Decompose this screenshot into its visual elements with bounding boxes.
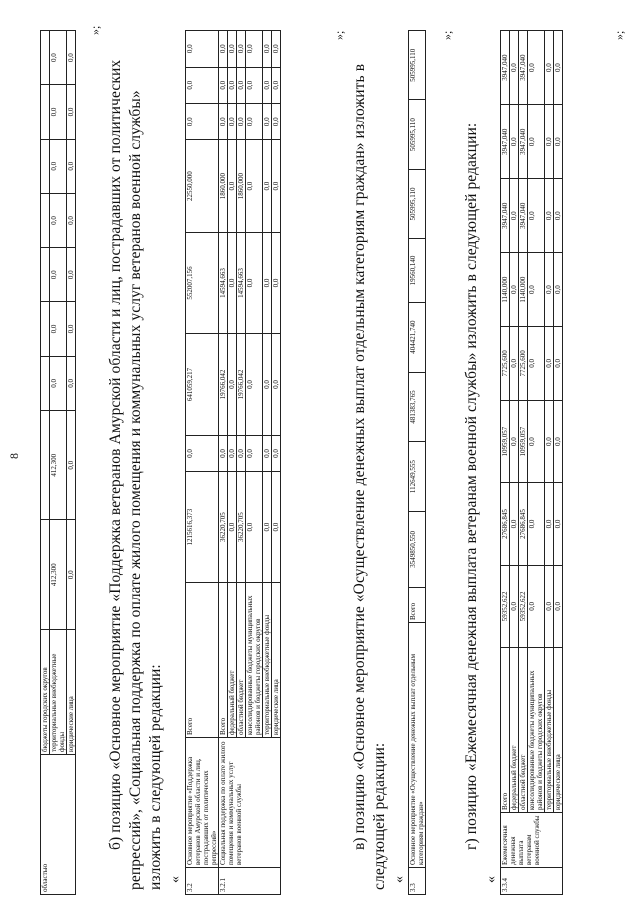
table-row <box>409 31 426 895</box>
value-cell: 0,0 <box>528 400 545 482</box>
source-label: территориальные внебюджетные фонды <box>50 630 67 755</box>
value-cell: 404421,740 <box>409 302 426 372</box>
value-cell: 1140,000 <box>501 253 510 326</box>
value-cell: 0,0 <box>228 31 237 68</box>
source-label: Всего <box>186 583 219 738</box>
value-cell: 3947,040 <box>519 179 528 253</box>
value-cell: 0,0 <box>272 472 281 583</box>
value-cell: 3947,040 <box>519 31 528 105</box>
value-cell <box>41 520 50 630</box>
source-label: Всего <box>219 583 228 738</box>
value-cell <box>41 356 50 410</box>
value-cell: 0,0 <box>246 472 263 583</box>
measure-name: Ежемесячная денежная выплата ветеранам военной службы <box>501 813 563 868</box>
value-cell: 27686,845 <box>519 483 528 565</box>
row-group-label: областью <box>41 755 76 895</box>
value-cell: 0,0 <box>545 565 554 647</box>
table-g-end-mark: »; <box>612 30 626 40</box>
value-cell: 0,0 <box>50 85 67 139</box>
measure-name: Социальная поддержка по оплате жилого помещения и коммунальных услуг ветеранов военной службы <box>219 738 281 868</box>
table-row <box>219 31 228 895</box>
value-cell: 505995,110 <box>409 31 426 100</box>
value-cell: 505995,110 <box>409 100 426 169</box>
measure-name: Основное мероприятие «Осуществление денежных выплат отдельным категориям граждан» <box>409 623 426 868</box>
paragraph-v: в) позицию «Основное мероприятие «Осуществление денежных выплат отдельным категориям граждан» изложить в следующей редакции: <box>351 63 388 890</box>
value-cell: 0,0 <box>263 472 272 583</box>
value-cell: 0,0 <box>545 483 554 565</box>
value-cell: 412,300 <box>50 410 67 520</box>
source-label: областной бюджет <box>519 648 528 813</box>
value-cell: 641059,217 <box>186 334 219 436</box>
value-cell <box>41 302 50 356</box>
table-row <box>510 31 519 895</box>
value-cell: 0,0 <box>67 85 76 139</box>
value-cell: 0,0 <box>510 483 519 565</box>
value-cell: 0,0 <box>272 232 281 334</box>
value-cell: 0,0 <box>186 435 219 471</box>
value-cell: 0,0 <box>263 140 272 232</box>
value-cell: 0,0 <box>67 248 76 302</box>
value-cell: 0,0 <box>228 472 237 583</box>
value-cell: 0,0 <box>510 565 519 647</box>
value-cell <box>41 410 50 520</box>
source-label: консолидированные бюджеты муниципальных районов и бюджеты городских округов <box>528 648 545 813</box>
open-quote-v: « <box>392 876 407 883</box>
table-row <box>186 31 219 895</box>
source-label: бюджеты городских округов <box>41 630 50 755</box>
top-table <box>40 30 76 895</box>
value-cell: 0,0 <box>246 334 263 436</box>
value-cell: 0,0 <box>554 31 563 105</box>
row-number: 3.3.4 <box>501 868 563 895</box>
row-number: 3.3 <box>409 868 426 895</box>
table-row <box>519 31 528 895</box>
value-cell: 3947,040 <box>519 105 528 179</box>
value-cell <box>41 193 50 247</box>
value-cell: 0,0 <box>50 193 67 247</box>
value-cell: 3549850,550 <box>409 511 426 587</box>
measure-name: Основное мероприятие «Поддержка ветеранов Амурской области и лиц, пострадавших от политических репрессий» <box>186 738 219 868</box>
value-cell: 19766,042 <box>237 334 246 436</box>
value-cell: 7725,600 <box>519 326 528 400</box>
value-cell: 0,0 <box>246 104 263 140</box>
open-quote-b: « <box>168 876 183 883</box>
value-cell: 0,0 <box>67 520 76 630</box>
value-cell: 0,0 <box>219 31 228 68</box>
table-row <box>554 31 563 895</box>
value-cell: 1860,000 <box>219 140 228 232</box>
value-cell: 3947,040 <box>501 31 510 105</box>
top-table-end-mark: »; <box>88 25 102 35</box>
value-cell: 0,0 <box>528 326 545 400</box>
value-cell: 112649,555 <box>409 442 426 511</box>
value-cell: 0,0 <box>219 435 228 471</box>
value-cell: 0,0 <box>272 31 281 68</box>
value-cell: 0,0 <box>228 104 237 140</box>
value-cell: 0,0 <box>228 334 237 436</box>
value-cell: 0,0 <box>67 31 76 85</box>
value-cell: 0,0 <box>50 356 67 410</box>
value-cell: 0,0 <box>246 31 263 68</box>
value-cell: 0,0 <box>554 253 563 326</box>
value-cell: 0,0 <box>272 334 281 436</box>
open-quote-g: « <box>484 876 499 883</box>
value-cell: 0,0 <box>528 105 545 179</box>
source-label: юридические лица <box>272 583 281 738</box>
value-cell: 0,0 <box>219 104 228 140</box>
value-cell: 0,0 <box>545 31 554 105</box>
table-g <box>500 30 563 895</box>
value-cell: 505995,110 <box>409 169 426 238</box>
value-cell: 0,0 <box>510 400 519 482</box>
value-cell: 0,0 <box>272 67 281 103</box>
value-cell: 0,0 <box>67 302 76 356</box>
value-cell: 0,0 <box>50 248 67 302</box>
value-cell: 59352,622 <box>501 565 510 647</box>
source-label: федеральный бюджет <box>510 648 519 813</box>
value-cell: 0,0 <box>545 179 554 253</box>
value-cell: 14594,663 <box>237 232 246 334</box>
value-cell: 0,0 <box>246 140 263 232</box>
value-cell: 0,0 <box>228 140 237 232</box>
value-cell: 0,0 <box>246 435 263 471</box>
table-row <box>41 31 50 895</box>
value-cell: 552007,156 <box>186 232 219 334</box>
value-cell: 36220,705 <box>219 472 228 583</box>
value-cell: 0,0 <box>554 179 563 253</box>
value-cell: 0,0 <box>263 232 272 334</box>
value-cell: 0,0 <box>237 435 246 471</box>
source-label: федеральный бюджет <box>228 583 237 738</box>
value-cell: 19560,140 <box>409 239 426 302</box>
value-cell: 0,0 <box>545 400 554 482</box>
value-cell: 3947,040 <box>501 179 510 253</box>
value-cell: 0,0 <box>186 104 219 140</box>
value-cell: 0,0 <box>67 193 76 247</box>
source-label: юридические лица <box>554 648 563 813</box>
value-cell: 0,0 <box>67 139 76 193</box>
value-cell: 1860,000 <box>237 140 246 232</box>
value-cell: 0,0 <box>228 435 237 471</box>
source-label: территориальные внебюджетные фонды <box>263 583 272 738</box>
value-cell: 36220,705 <box>237 472 246 583</box>
row-number: 3.2.1 <box>219 868 281 895</box>
value-cell: 412,300 <box>50 520 67 630</box>
value-cell: 0,0 <box>186 67 219 103</box>
value-cell: 19766,042 <box>219 334 228 436</box>
value-cell: 0,0 <box>554 483 563 565</box>
value-cell: 0,0 <box>528 31 545 105</box>
source-label: областной бюджет <box>237 583 246 738</box>
value-cell: 0,0 <box>263 31 272 68</box>
value-cell: 0,0 <box>272 140 281 232</box>
value-cell: 0,0 <box>510 179 519 253</box>
value-cell: 0,0 <box>50 139 67 193</box>
value-cell: 0,0 <box>67 410 76 520</box>
source-label: Всего <box>409 588 426 623</box>
value-cell: 0,0 <box>67 356 76 410</box>
value-cell: 10959,057 <box>519 400 528 482</box>
table-v-end-mark: »; <box>440 30 454 40</box>
source-label: юридические лица <box>67 630 76 755</box>
value-cell: 1215616,373 <box>186 472 219 583</box>
table-row <box>545 31 554 895</box>
paragraph-g: г) позицию «Ежемесячная денежная выплата ветеранам военной службы» изложить в следующей редакции: <box>463 122 480 850</box>
value-cell: 0,0 <box>186 31 219 68</box>
value-cell: 0,0 <box>237 67 246 103</box>
source-label: Всего <box>501 648 510 813</box>
source-label: территориальные внебюджетные фонды <box>545 648 554 813</box>
value-cell <box>41 85 50 139</box>
page-number: 8 <box>7 453 21 459</box>
value-cell: 0,0 <box>246 67 263 103</box>
value-cell: 0,0 <box>237 104 246 140</box>
value-cell: 14594,663 <box>219 232 228 334</box>
value-cell: 7725,600 <box>501 326 510 400</box>
value-cell: 10959,057 <box>501 400 510 482</box>
table-row <box>528 31 545 895</box>
table-v <box>408 30 426 895</box>
value-cell: 0,0 <box>554 326 563 400</box>
source-label: консолидированные бюджеты муниципальных районов и бюджеты городских округов <box>246 583 263 738</box>
value-cell: 0,0 <box>528 253 545 326</box>
table-b-end-mark: »; <box>332 30 346 40</box>
value-cell: 0,0 <box>50 302 67 356</box>
paragraph-b: б) позицию «Основное мероприятие «Поддержка ветеранов Амурской области и лиц, пострадавших от политических репрессий», «Социальная поддержка по оплате жилого помещения и коммунальных услуг ветеранов военной службы» изложить в следующей редакции: <box>107 59 164 890</box>
value-cell: 0,0 <box>510 105 519 179</box>
value-cell: 481383,765 <box>409 372 426 442</box>
value-cell: 0,0 <box>50 31 67 85</box>
value-cell: 0,0 <box>510 253 519 326</box>
table-b <box>185 30 281 895</box>
value-cell: 59352,622 <box>519 565 528 647</box>
value-cell: 0,0 <box>237 31 246 68</box>
row-number: 3.2 <box>186 868 219 895</box>
value-cell: 0,0 <box>263 334 272 436</box>
value-cell: 0,0 <box>272 104 281 140</box>
value-cell: 0,0 <box>545 326 554 400</box>
value-cell: 1140,000 <box>519 253 528 326</box>
value-cell: 0,0 <box>228 232 237 334</box>
value-cell: 0,0 <box>263 67 272 103</box>
value-cell: 0,0 <box>528 179 545 253</box>
value-cell: 0,0 <box>263 435 272 471</box>
value-cell: 0,0 <box>228 67 237 103</box>
value-cell: 0,0 <box>554 565 563 647</box>
value-cell: 0,0 <box>554 105 563 179</box>
value-cell: 22550,000 <box>186 140 219 232</box>
value-cell <box>41 31 50 85</box>
value-cell: 0,0 <box>510 31 519 105</box>
value-cell <box>41 248 50 302</box>
value-cell: 0,0 <box>510 326 519 400</box>
value-cell: 0,0 <box>545 105 554 179</box>
value-cell: 0,0 <box>545 253 554 326</box>
value-cell: 0,0 <box>528 565 545 647</box>
value-cell: 0,0 <box>528 483 545 565</box>
value-cell: 27686,845 <box>501 483 510 565</box>
value-cell: 0,0 <box>263 104 272 140</box>
value-cell: 0,0 <box>272 435 281 471</box>
value-cell <box>41 139 50 193</box>
value-cell: 3947,040 <box>501 105 510 179</box>
value-cell: 0,0 <box>554 400 563 482</box>
value-cell: 0,0 <box>219 67 228 103</box>
value-cell: 0,0 <box>246 232 263 334</box>
table-row <box>501 31 510 895</box>
